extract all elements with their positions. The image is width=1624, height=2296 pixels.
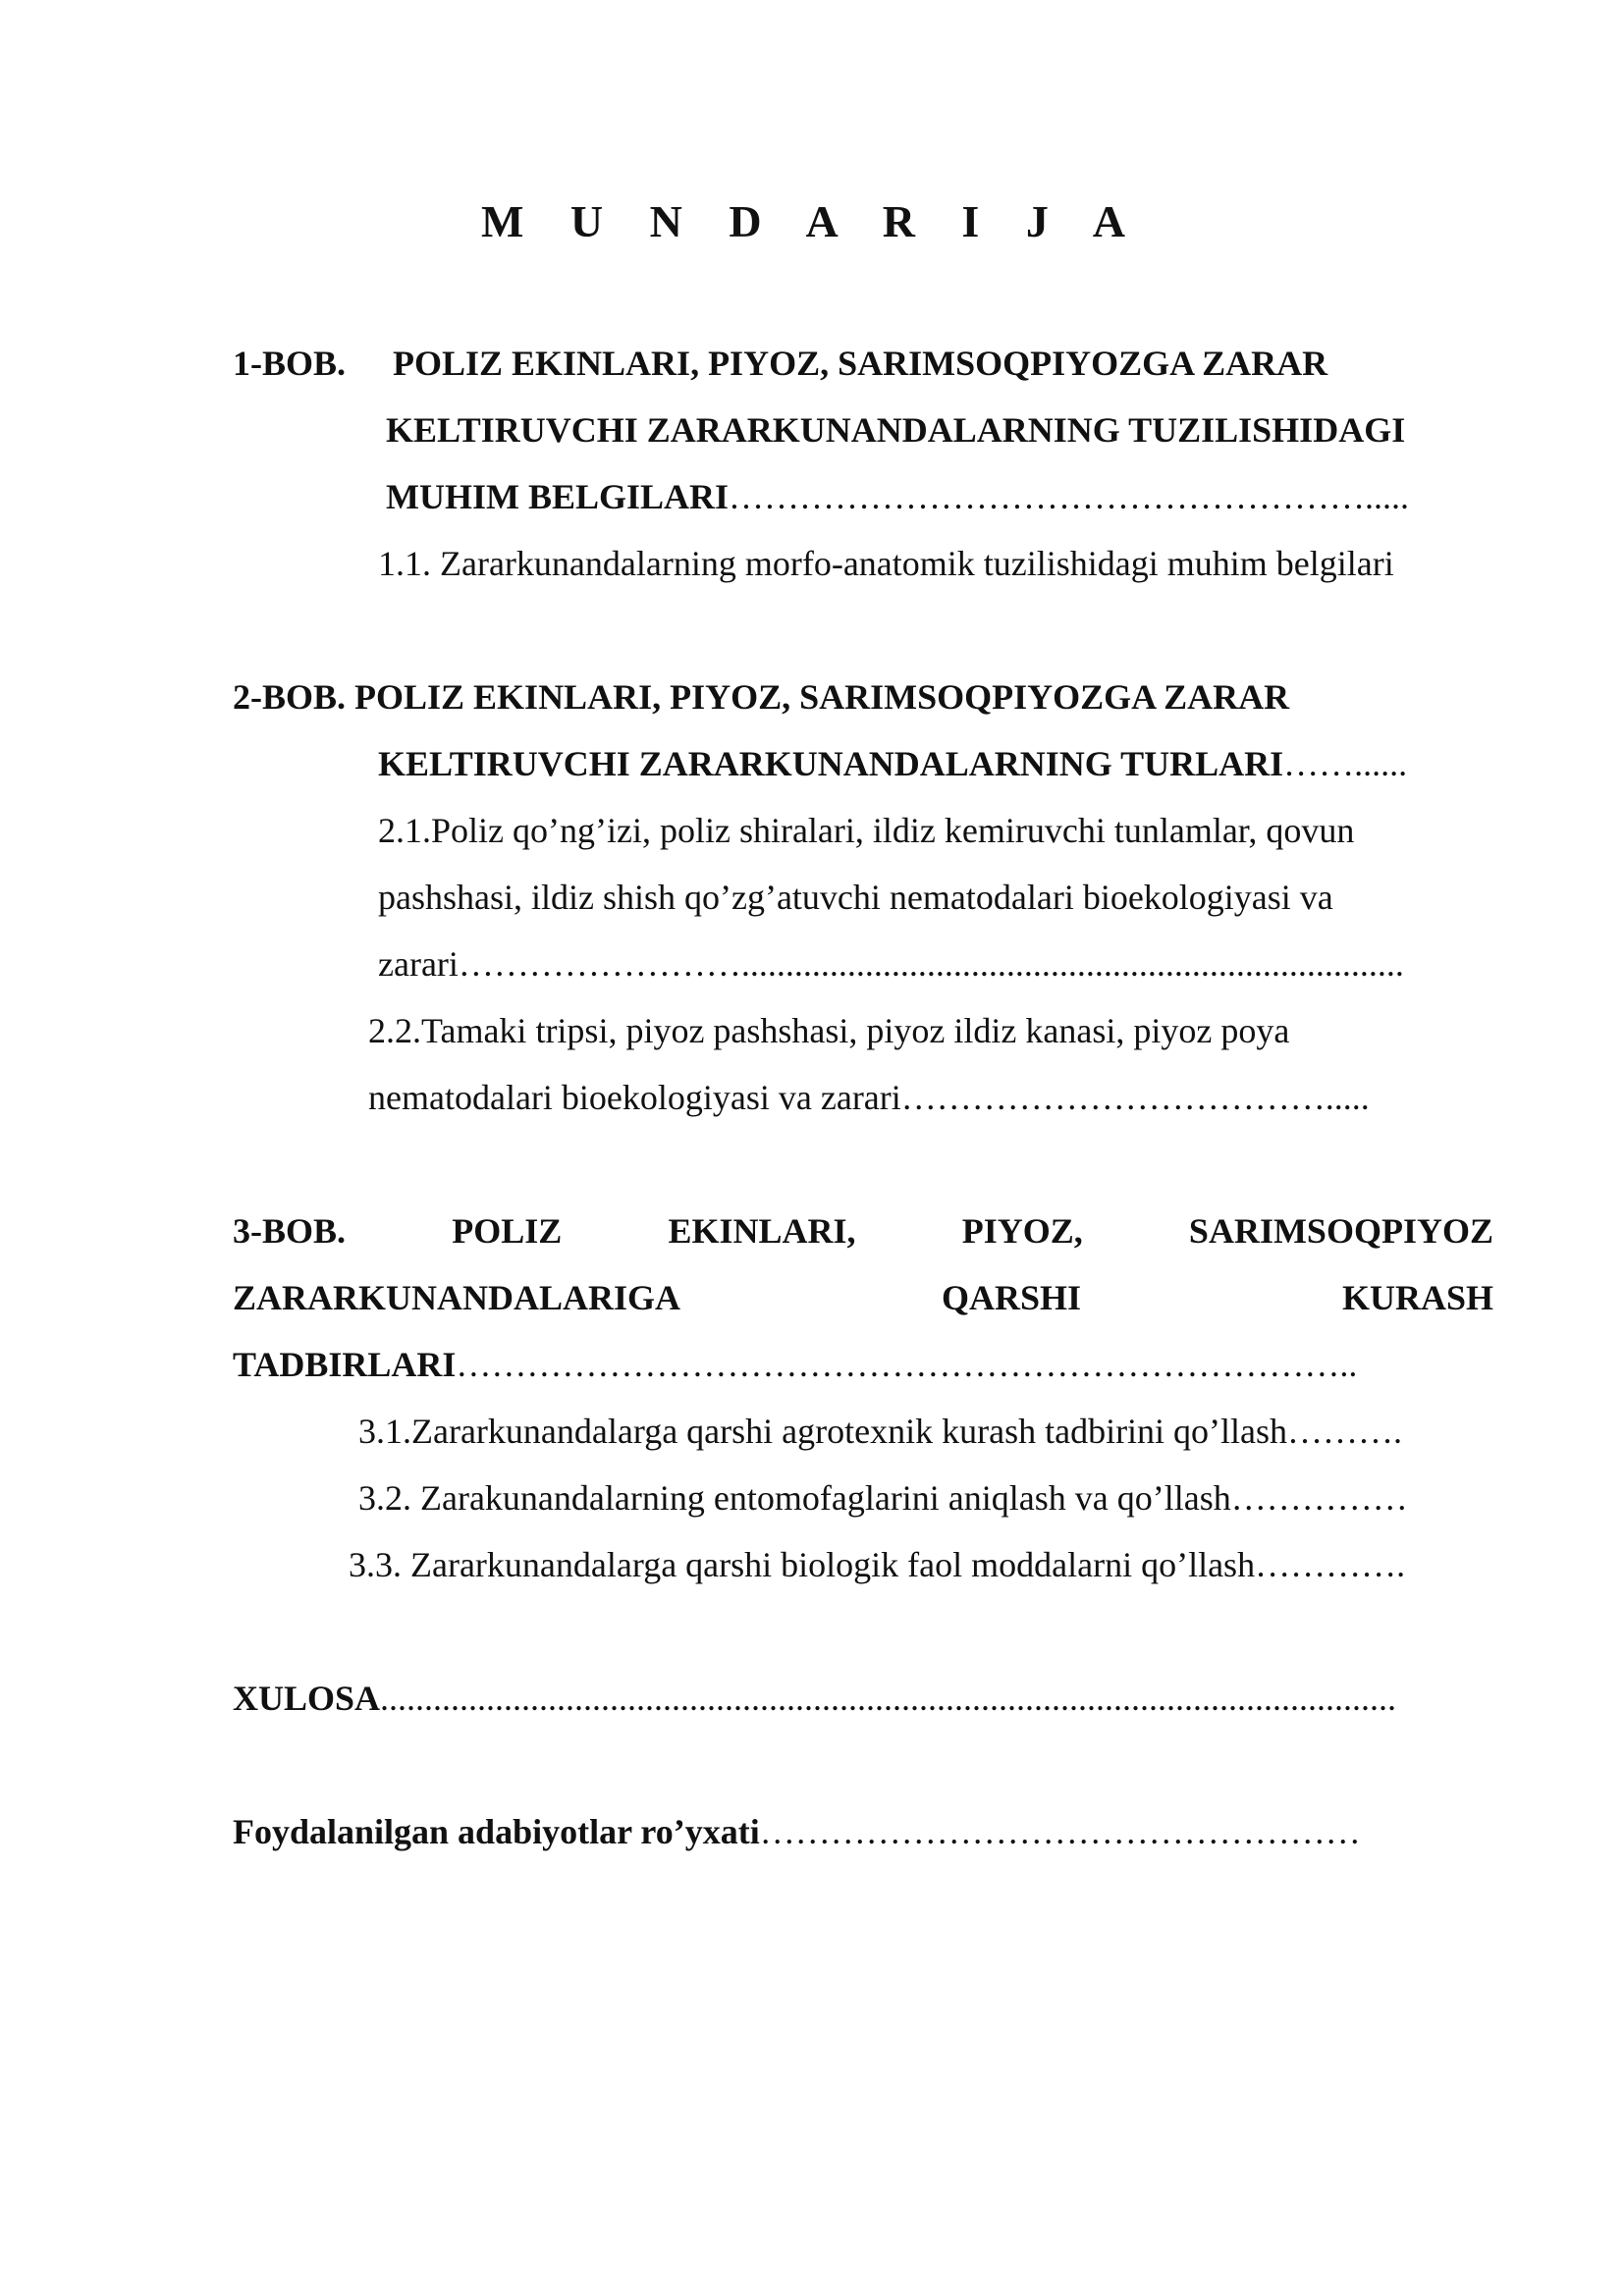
chapter3-word: 3-BOB. <box>233 1211 347 1251</box>
chapter3-word: EKINLARI, <box>668 1211 856 1251</box>
chapter2-heading-line2 <box>378 742 1407 785</box>
chapter3-word: QARSHI <box>941 1278 1081 1317</box>
toc-entry-2-2-line1: 2.2.Tamaki tripsi, piyoz pashshasi, piyoz ildiz kanasi, piyoz poya <box>368 1011 1290 1050</box>
toc-entry-3-3: 3.3. Zararkunandalarga qarshi biologik faol moddalarni qo’llash…………. <box>349 1545 1406 1584</box>
chapter1-heading-line2: KELTIRUVCHI ZARARKUNANDALARNING TUZILISHIDAGI <box>386 410 1406 450</box>
chapter1-label: 1-BOB. <box>233 344 347 383</box>
references-dots: …………………………………………… <box>759 1812 1361 1851</box>
toc-entry-3-1: 3.1.Zararkunandalarga qarshi agrotexnik kurash tadbirini qo’llash………. <box>358 1412 1403 1451</box>
page-title: M U N D A R I J A <box>480 196 1144 246</box>
chapter2-heading-line2-dots: ……...... <box>1283 744 1408 783</box>
toc-entry-2-1-line1: 2.1.Poliz qo’ng’izi, poliz shiralari, ildiz kemiruvchi tunlamlar, qovun <box>378 811 1355 850</box>
references-label: Foydalanilgan adabiyotlar ro’yxati <box>233 1812 760 1851</box>
chapter2-heading-line1: 2-BOB. POLIZ EKINLARI, PIYOZ, SARIMSOQPIYOZGA ZARAR <box>233 677 1290 717</box>
toc-entry-2-2-line2: nematodalari bioekologiyasi va zarari………………………………..... <box>368 1078 1370 1117</box>
chapter1-heading-line1: POLIZ EKINLARI, PIYOZ, SARIMSOQPIYOZGA ZARAR <box>393 344 1328 383</box>
chapter3-heading-line3-dots: ………………………………………………………………….. <box>456 1345 1358 1384</box>
chapter3-heading-line2 <box>233 1276 1493 1319</box>
chapter3-heading-line3-text: TADBIRLARI <box>233 1345 457 1384</box>
chapter1-heading-line3-text: MUHIM BELGILARI <box>386 477 730 516</box>
toc-entry-3-2: 3.2. Zarakunandalarning entomofaglarini aniqlash va qo’llash…………… <box>358 1478 1408 1518</box>
chapter3-heading-line3 <box>233 1343 1357 1386</box>
chapter3-word: POLIZ <box>452 1211 563 1251</box>
chapter3-word: PIYOZ, <box>961 1211 1083 1251</box>
chapter1-heading-line3-dots: ………………………………………………..... <box>729 477 1410 516</box>
chapter3-word: SARIMSOQPIYOZ <box>1188 1211 1493 1251</box>
chapter3-word: ZARARKUNANDALARIGA <box>233 1278 681 1317</box>
toc-entry-1-1: 1.1. Zararkunandalarning morfo-anatomik tuzilishidagi muhim belgilari <box>378 544 1394 583</box>
conclusion-dots: ................................................................................................................... <box>380 1679 1397 1718</box>
toc-entry-conclusion <box>233 1677 1396 1720</box>
chapter3-heading-line1 <box>233 1209 1493 1253</box>
conclusion-label: XULOSA <box>233 1679 381 1718</box>
chapter2-heading-line2-text: KELTIRUVCHI ZARARKUNANDALARNING TURLARI <box>378 744 1284 783</box>
toc-entry-2-1-line3: zarari……………………........................................................................... <box>378 944 1404 984</box>
chapter3-word: KURASH <box>1341 1278 1493 1317</box>
toc-entry-references <box>233 1810 1361 1853</box>
toc-entry-2-1-line2: pashshasi, ildiz shish qo’zg’atuvchi nematodalari bioekologiyasi va <box>378 878 1333 917</box>
chapter1-heading-line3 <box>386 475 1409 518</box>
